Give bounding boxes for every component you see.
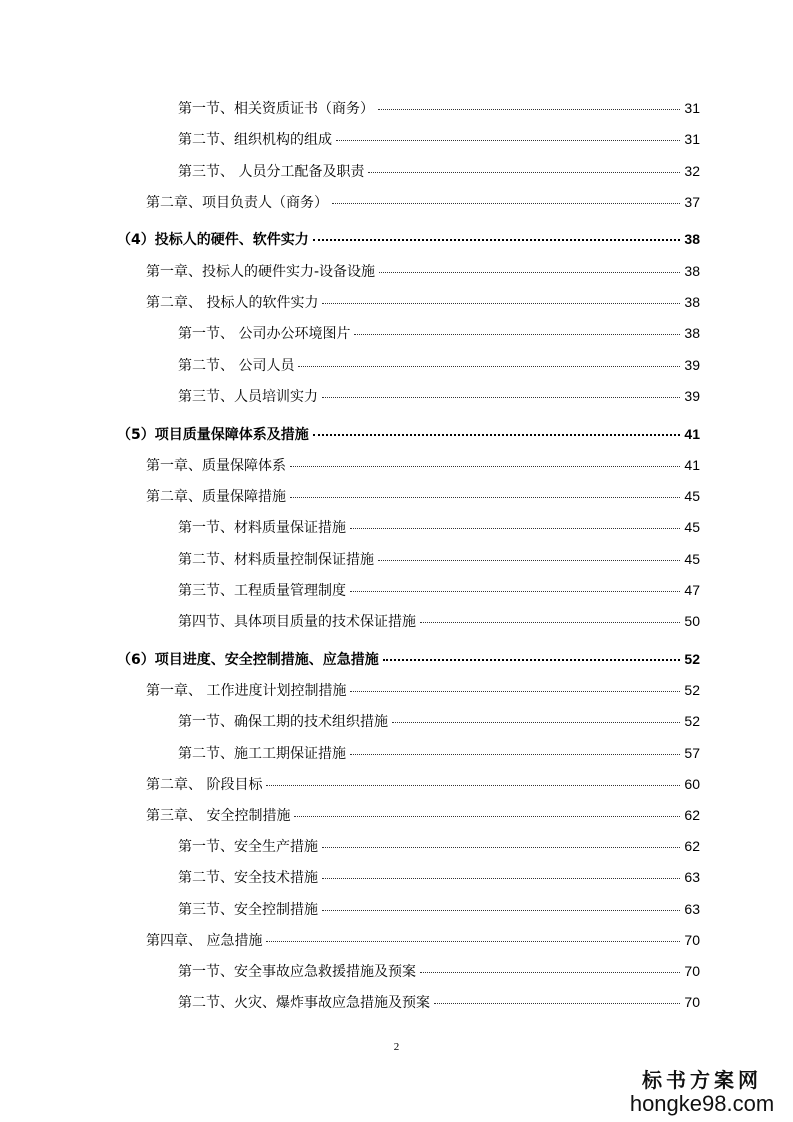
dot-leader	[379, 272, 680, 273]
watermark-title: 标书方案网	[642, 1068, 762, 1092]
dot-leader	[350, 691, 680, 692]
dot-leader	[266, 941, 680, 942]
dot-leader	[420, 622, 680, 623]
toc-entry-label: 第二节、材料质量控制保证措施	[178, 552, 374, 568]
toc-entry-label: 第二章、 阶段目标	[146, 777, 263, 793]
dot-leader	[313, 239, 681, 241]
toc-entry-part[interactable]	[117, 424, 700, 448]
toc-entry-label: 第三节、安全控制措施	[178, 902, 318, 918]
toc-entry-label: 第一节、安全生产措施	[178, 839, 318, 855]
toc-entry-page: 45	[684, 519, 700, 535]
toc-entry-chapter[interactable]	[146, 805, 700, 829]
dot-leader	[434, 1003, 680, 1004]
dot-leader	[322, 303, 680, 304]
toc-entry-page: 52	[684, 651, 700, 667]
dot-leader	[298, 366, 680, 367]
toc-entry-label: 第一章、 工作进度计划控制措施	[146, 683, 347, 699]
toc-entry-section[interactable]	[178, 867, 700, 891]
toc-entry-chapter[interactable]	[146, 930, 700, 954]
toc-entry-section[interactable]	[178, 899, 700, 923]
toc-entry-page: 47	[684, 582, 700, 598]
toc-entry-page: 38	[684, 263, 700, 279]
toc-entry-page: 38	[684, 325, 700, 341]
toc-entry-label: 第一节、确保工期的技术组织措施	[178, 714, 388, 730]
toc-entry-section[interactable]	[178, 611, 700, 635]
dot-leader	[322, 878, 680, 879]
toc-entry-label: 第三节、人员培训实力	[178, 389, 318, 405]
dot-leader	[378, 560, 680, 561]
toc-entry-page: 38	[684, 294, 700, 310]
toc-entry-chapter[interactable]	[146, 680, 700, 704]
toc-entry-label: 第二节、施工工期保证措施	[178, 746, 346, 762]
dot-leader	[322, 397, 680, 398]
toc-entry-label: 第三节、 人员分工配备及职责	[178, 164, 365, 180]
dot-leader	[322, 910, 680, 911]
toc-entry-section[interactable]	[178, 580, 700, 604]
toc-entry-section[interactable]	[178, 743, 700, 767]
toc-entry-page: 63	[684, 869, 700, 885]
toc-entry-chapter[interactable]	[146, 292, 700, 316]
toc-entry-page: 62	[684, 807, 700, 823]
dot-leader	[350, 591, 680, 592]
toc-entry-label: 第二章、质量保障措施	[146, 489, 286, 505]
dot-leader	[350, 528, 680, 529]
toc-entry-label: 第一节、 公司办公环境图片	[178, 326, 351, 342]
toc-entry-chapter[interactable]	[146, 455, 700, 479]
toc-entry-page: 70	[684, 994, 700, 1010]
toc-entry-label: 第三章、 安全控制措施	[146, 808, 291, 824]
dot-leader	[383, 659, 681, 661]
toc-entry-section[interactable]	[178, 161, 700, 185]
toc-entry-chapter[interactable]	[146, 774, 700, 798]
toc-entry-label: 第二章、项目负责人（商务）	[146, 195, 328, 211]
watermark	[627, 1068, 777, 1116]
toc-entry-label: 第二章、 投标人的软件实力	[146, 295, 319, 311]
toc-entry-section[interactable]	[178, 517, 700, 541]
toc-entry-chapter[interactable]	[146, 261, 700, 285]
dot-leader	[294, 816, 680, 817]
toc-entry-page: 52	[684, 713, 700, 729]
dot-leader	[290, 497, 680, 498]
toc-entry-page: 41	[684, 426, 700, 442]
toc-entry-section[interactable]	[178, 836, 700, 860]
toc-entry-section[interactable]	[178, 711, 700, 735]
toc-entry-page: 31	[684, 131, 700, 147]
toc-entry-page: 52	[684, 682, 700, 698]
toc-entry-section[interactable]	[178, 355, 700, 379]
toc-entry-label: 第一节、材料质量保证措施	[178, 520, 346, 536]
toc-entry-page: 60	[684, 776, 700, 792]
watermark-url: hongke98.com	[629, 1091, 775, 1116]
toc-entry-section[interactable]	[178, 323, 700, 347]
dot-leader	[290, 466, 680, 467]
toc-entry-label: 第一章、投标人的硬件实力-设备设施	[146, 264, 376, 280]
toc-entry-label: 第一节、相关资质证书（商务）	[178, 101, 374, 117]
toc-entry-page: 45	[684, 551, 700, 567]
dot-leader	[332, 203, 680, 204]
toc-entry-page: 38	[684, 231, 700, 247]
dot-leader	[420, 972, 680, 973]
toc-entry-section[interactable]	[178, 386, 700, 410]
toc-entry-label: 第二节、组织机构的组成	[178, 132, 332, 148]
toc-entry-part[interactable]	[117, 229, 700, 253]
toc-entry-section[interactable]	[178, 961, 700, 985]
toc-entry-section[interactable]	[178, 129, 700, 153]
dot-leader	[354, 334, 680, 335]
dot-leader	[350, 754, 680, 755]
toc-entry-page: 63	[684, 901, 700, 917]
toc-entry-label: 第二节、火灾、爆炸事故应急措施及预案	[178, 995, 430, 1011]
toc-entry-chapter[interactable]	[146, 192, 700, 216]
toc-entry-label: 第一章、质量保障体系	[146, 458, 286, 474]
dot-leader	[266, 785, 680, 786]
toc-entry-section[interactable]	[178, 98, 700, 122]
toc-entry-page: 50	[684, 613, 700, 629]
toc-entry-chapter[interactable]	[146, 486, 700, 510]
toc-entry-label: （6）项目进度、安全控制措施、应急措施	[117, 652, 379, 668]
toc-entry-section[interactable]	[178, 549, 700, 573]
toc-entry-label: 第三节、工程质量管理制度	[178, 583, 346, 599]
toc-entry-label: 第二节、安全技术措施	[178, 870, 318, 886]
toc-entry-page: 70	[684, 932, 700, 948]
toc-entry-label: 第二节、 公司人员	[178, 358, 295, 374]
toc-entry-label: 第一节、安全事故应急救援措施及预案	[178, 964, 416, 980]
toc-entry-page: 32	[684, 163, 700, 179]
toc-entry-part[interactable]	[117, 649, 700, 673]
toc-entry-page: 62	[684, 838, 700, 854]
toc-entry-label: （5）项目质量保障体系及措施	[117, 427, 309, 443]
dot-leader	[336, 140, 680, 141]
toc-entry-label: 第四节、具体项目质量的技术保证措施	[178, 614, 416, 630]
dot-leader	[392, 722, 680, 723]
dot-leader	[378, 109, 680, 110]
toc-entry-page: 37	[684, 194, 700, 210]
toc-entry-page: 39	[684, 357, 700, 373]
toc-entry-page: 45	[684, 488, 700, 504]
toc-entry-page: 70	[684, 963, 700, 979]
dot-leader	[313, 434, 681, 436]
toc-entry-page: 39	[684, 388, 700, 404]
toc-entry-label: 第四章、 应急措施	[146, 933, 263, 949]
toc-entry-page: 57	[684, 745, 700, 761]
dot-leader	[322, 847, 680, 848]
toc-entry-label: （4）投标人的硬件、软件实力	[117, 232, 309, 248]
dot-leader	[368, 172, 680, 173]
page-number: 2	[393, 1041, 400, 1053]
toc-entry-page: 31	[684, 100, 700, 116]
toc-entry-page: 41	[684, 457, 700, 473]
toc-entry-section[interactable]	[178, 992, 700, 1016]
